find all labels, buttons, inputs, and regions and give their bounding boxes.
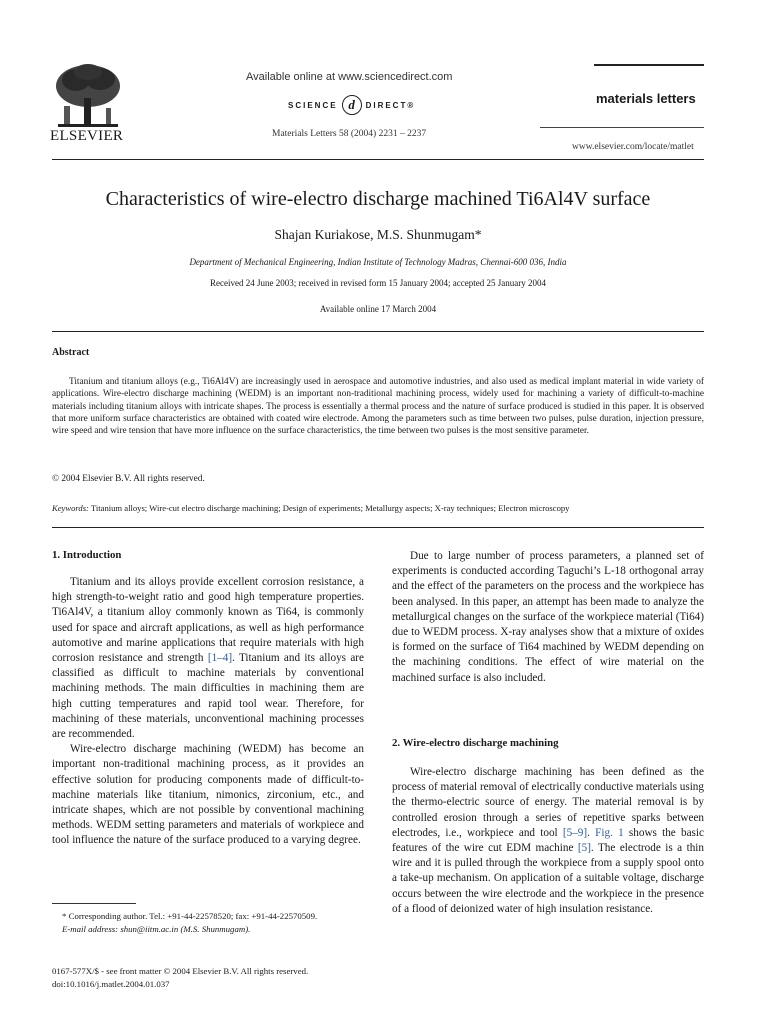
keywords-list: Titanium alloys; Wire-cut electro discharge machining; Design of experiments; Metallurgy aspects; X-ray techniques; Electron microscopy: [88, 503, 570, 513]
intro-p1-text-a: Titanium and its alloys provide excellent corrosion resistance, a high strength-to-weight ratio and good high temperature properties. Ti6Al4V, a titanium alloy commonly known as Ti64, is commonly used for space and aircraft applications, as well as high performance automotive and marine applications that require materials with high corrosion resistance and strength: [52, 576, 364, 665]
ref-link-5-9[interactable]: [5–9]: [562, 826, 588, 839]
article-dates: Received 24 June 2003; received in revised form 15 January 2004; accepted 25 January 2004: [210, 278, 546, 288]
journal-name: materials letters: [596, 91, 696, 106]
sd-left-word: SCIENCE: [288, 100, 338, 110]
wedm-p1-text-b: .: [587, 826, 596, 839]
fig-1-link[interactable]: Fig. 1: [595, 826, 624, 839]
abstract-top-divider: [52, 331, 704, 332]
intro-paragraph-1: [52, 575, 364, 742]
journal-citation: Materials Letters 58 (2004) 2231 – 2237: [272, 129, 427, 139]
footnote: [52, 910, 364, 935]
wedm-p1-text-d: . The electrode is a thin wire and it is pulled through the workpiece from a supply spool onto a take-up mechanism. On application of a suitable voltage, discharge occurs between the wire electrode and the workpiece in the presence of a flood of deionized water of high insulation resistance.: [392, 842, 704, 915]
intro-paragraph-2: Wire-electro discharge machining (WEDM) has become an important non-traditional machining process, as it provides an effective solution for producing components made of difficult-to-machine materials like titanium, nimonics, zirconium, etc., and intricate shapes, which are not possible by conventional machining methods. WEDM setting parameters and materials of workpiece and tool influence the nature of the surface produced to a varying degree.: [52, 743, 364, 847]
sd-right-word: DIRECT®: [365, 100, 416, 110]
section-heading-wedm: 2. Wire-electro discharge machining: [392, 737, 559, 749]
wedm-p1-text-a: Wire-electro discharge machining has been defined as the process of material removal of electrically conductive materials using the thermo-electric source of energy. The material removal is by controlled erosion through a series of repetitive sparks between electrodes, i.e., workpiece and tool: [392, 766, 704, 839]
author-affiliation: Department of Mechanical Engineering, Indian Institute of Technology Madras, Chennai-600 036, India: [189, 257, 567, 267]
issn-line: 0167-577X/$ - see front matter © 2004 Elsevier B.V. All rights reserved.: [52, 966, 309, 976]
corresponding-author-note: * Corresponding author. Tel.: +91-44-22578520; fax: +91-44-22570509.: [62, 911, 318, 921]
journal-rule-bottom: [540, 127, 704, 128]
keywords-label: Keywords:: [52, 503, 89, 513]
left-column-text: [52, 575, 364, 849]
journal-rule-top: [594, 64, 704, 66]
wedm-paragraph-1: [392, 765, 704, 917]
intro-paragraph-3: Due to large number of process parameters, a planned set of experiments is conducted according Taguchi’s L-18 orthogonal array and the effect of the parameters on the process and the workpiece has been analysed. In this paper, an attempt has been made to analyze the metallurgical changes on the surface of the workpiece material (Ti64) due to WEDM process. X-ray analyses show that a mixture of oxides is formed on the surface of Ti64 machined by WEDM depending on the machining conditions. The effect of wire material on the machined surface is also included.: [392, 550, 704, 684]
section-heading-introduction: 1. Introduction: [52, 549, 122, 561]
footnote-divider: [52, 903, 136, 904]
article-title: Characteristics of wire-electro discharge machined Ti6Al4V surface: [105, 188, 651, 210]
header-divider: [52, 159, 704, 160]
wedm-p1-text-c: shows the basic features of the wire cut EDM machine: [392, 826, 704, 855]
right-column-intro-continued: [392, 549, 704, 686]
journal-url-link[interactable]: www.elsevier.com/locate/matlet: [572, 142, 694, 152]
online-date: Available online 17 March 2004: [319, 304, 437, 314]
keywords-line: [52, 503, 704, 513]
abstract-bottom-divider: [52, 527, 704, 528]
ref-link-5[interactable]: [5]: [577, 842, 591, 855]
publisher-name: ELSEVIER: [50, 128, 124, 144]
article-authors: Shajan Kuriakose, M.S. Shunmugam*: [274, 227, 482, 242]
abstract-body: Titanium and titanium alloys (e.g., Ti6Al4V) are increasingly used in aerospace and automotive industries, and also used as medical implant material in wide variety of applications. Wire-electro discharge machining (WEDM) is an important non-traditional machining process, widely used for machining a variety of difficult-to-machine materials including titanium alloys with intricate shapes. The process is essentially a thermal process and the nature of surface produced is studied in this paper. It is observed that more uniform surface characteristics are obtained with coated wire electrode. Among the parameters such as time between two pulses, pulse duration, injection pressure, wire speed and wire tension that have more influence on the surface characteristics, the time between two pulses is the most sensitive parameter.: [52, 377, 704, 437]
email-note: E-mail address: shun@iitm.ac.in (M.S. Shunmugam).: [62, 923, 251, 934]
sd-mark-icon: d: [342, 95, 362, 115]
ref-link-1-4[interactable]: [1–4]: [207, 652, 233, 665]
abstract-heading: Abstract: [52, 347, 90, 358]
issn-block: [52, 965, 372, 991]
abstract-copyright: © 2004 Elsevier B.V. All rights reserved.: [52, 474, 205, 484]
right-column-section2-text: [392, 765, 704, 917]
available-online-link[interactable]: Available online at www.sciencedirect.com: [246, 71, 453, 83]
elsevier-tree-logo: [52, 62, 124, 132]
intro-p1-text-b: . Titanium and its alloys are classified as difficult to machine materials by conventional machining methods. The main difficulties in machining them are high cutting temperatures and rapid tool wear. Therefore, for machining of these materials, unconventional machining processes are recommended.: [52, 652, 364, 741]
sciencedirect-logo: [288, 95, 415, 115]
doi-line: doi:10.1016/j.matlet.2004.01.037: [52, 979, 170, 989]
